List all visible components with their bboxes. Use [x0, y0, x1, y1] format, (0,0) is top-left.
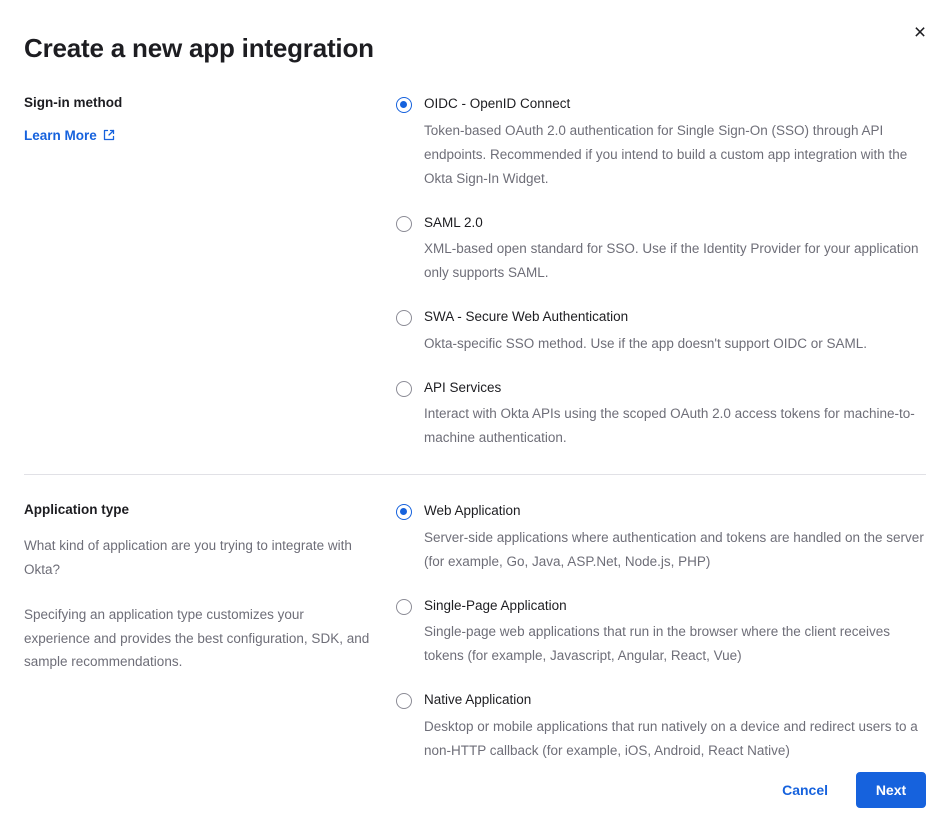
apptype-option-native-desc: Desktop or mobile applications that run natively on a device and redirect users to a non-HTTP callback (for example, iOS, Android, React Native)	[424, 718, 918, 758]
signin-option-swa-desc: Okta-specific SSO method. Use if the app doesn't support OIDC or SAML.	[424, 335, 868, 351]
page-title: Create a new app integration	[24, 33, 374, 63]
apptype-option-web[interactable]	[396, 501, 926, 574]
section-divider	[24, 474, 926, 475]
application-type-left	[24, 501, 396, 763]
signin-option-saml-desc: XML-based open standard for SSO. Use if the Identity Provider for your application only supports SAML.	[424, 241, 919, 281]
application-type-label: Application type	[24, 502, 130, 517]
radio-api-services[interactable]	[396, 381, 412, 397]
apptype-option-native-title[interactable]: Native Application	[424, 692, 532, 708]
radio-web-application[interactable]	[396, 504, 412, 520]
signin-option-api-services-desc: Interact with Okta APIs using the scoped OAuth 2.0 access tokens for machine-to-machine authentication.	[424, 406, 915, 446]
cancel-button[interactable]: Cancel	[764, 772, 846, 808]
radio-single-page-application[interactable]	[396, 599, 412, 615]
apptype-option-spa-body	[424, 596, 926, 669]
signin-method-left	[24, 94, 396, 450]
signin-option-oidc[interactable]	[396, 94, 926, 191]
signin-option-api-services-title[interactable]: API Services	[424, 379, 502, 395]
signin-option-oidc-desc: Token-based OAuth 2.0 authentication for Single Sign-On (SSO) through API endpoints. Recommended if you intend to build a custom app integration with the Okta Sign-In Widget.	[424, 122, 908, 186]
apptype-option-native-body	[424, 690, 926, 763]
signin-option-oidc-title[interactable]: OIDC - OpenID Connect	[424, 96, 571, 111]
signin-option-saml[interactable]	[396, 213, 926, 286]
apptype-option-native[interactable]	[396, 690, 926, 763]
signin-option-api-services-body	[424, 378, 926, 451]
apptype-option-spa-desc: Single-page web applications that run in the browser where the client receives tokens (for example, Javascript, Angular, React, Vue)	[424, 624, 891, 664]
dialog-footer	[24, 772, 926, 808]
apptype-option-spa[interactable]	[396, 596, 926, 669]
application-type-desc-1: What kind of application are you trying to integrate with Okta?	[24, 537, 352, 577]
signin-method-section	[24, 94, 926, 450]
signin-option-swa[interactable]	[396, 307, 926, 356]
signin-option-saml-body	[424, 213, 926, 286]
radio-saml[interactable]	[396, 216, 412, 232]
signin-method-options	[396, 94, 926, 450]
apptype-option-web-title[interactable]: Web Application	[424, 503, 521, 518]
radio-native-application[interactable]	[396, 693, 412, 709]
application-type-section	[24, 501, 926, 763]
learn-more-link[interactable]	[24, 128, 115, 143]
signin-method-label: Sign-in method	[24, 95, 123, 110]
close-icon[interactable]: ×	[904, 16, 936, 48]
application-type-options	[396, 501, 926, 763]
radio-swa[interactable]	[396, 310, 412, 326]
external-link-icon	[103, 129, 115, 141]
learn-more-label: Learn More	[24, 127, 97, 143]
signin-option-api-services[interactable]	[396, 378, 926, 451]
next-button[interactable]: Next	[856, 772, 926, 808]
signin-option-oidc-body	[424, 94, 926, 191]
signin-option-swa-title[interactable]: SWA - Secure Web Authentication	[424, 309, 629, 325]
radio-oidc[interactable]	[396, 97, 412, 113]
signin-option-swa-body	[424, 307, 926, 356]
application-type-desc-2: Specifying an application type customizes your experience and provides the best configuration, SDK, and sample recommendations.	[24, 607, 370, 670]
apptype-option-web-desc: Server-side applications where authentication and tokens are handled on the server (for example, Go, Java, ASP.Net, Node.js, PHP)	[424, 529, 924, 569]
signin-option-saml-title[interactable]: SAML 2.0	[424, 214, 483, 230]
apptype-option-spa-title[interactable]: Single-Page Application	[424, 597, 567, 613]
apptype-option-web-body	[424, 501, 926, 574]
